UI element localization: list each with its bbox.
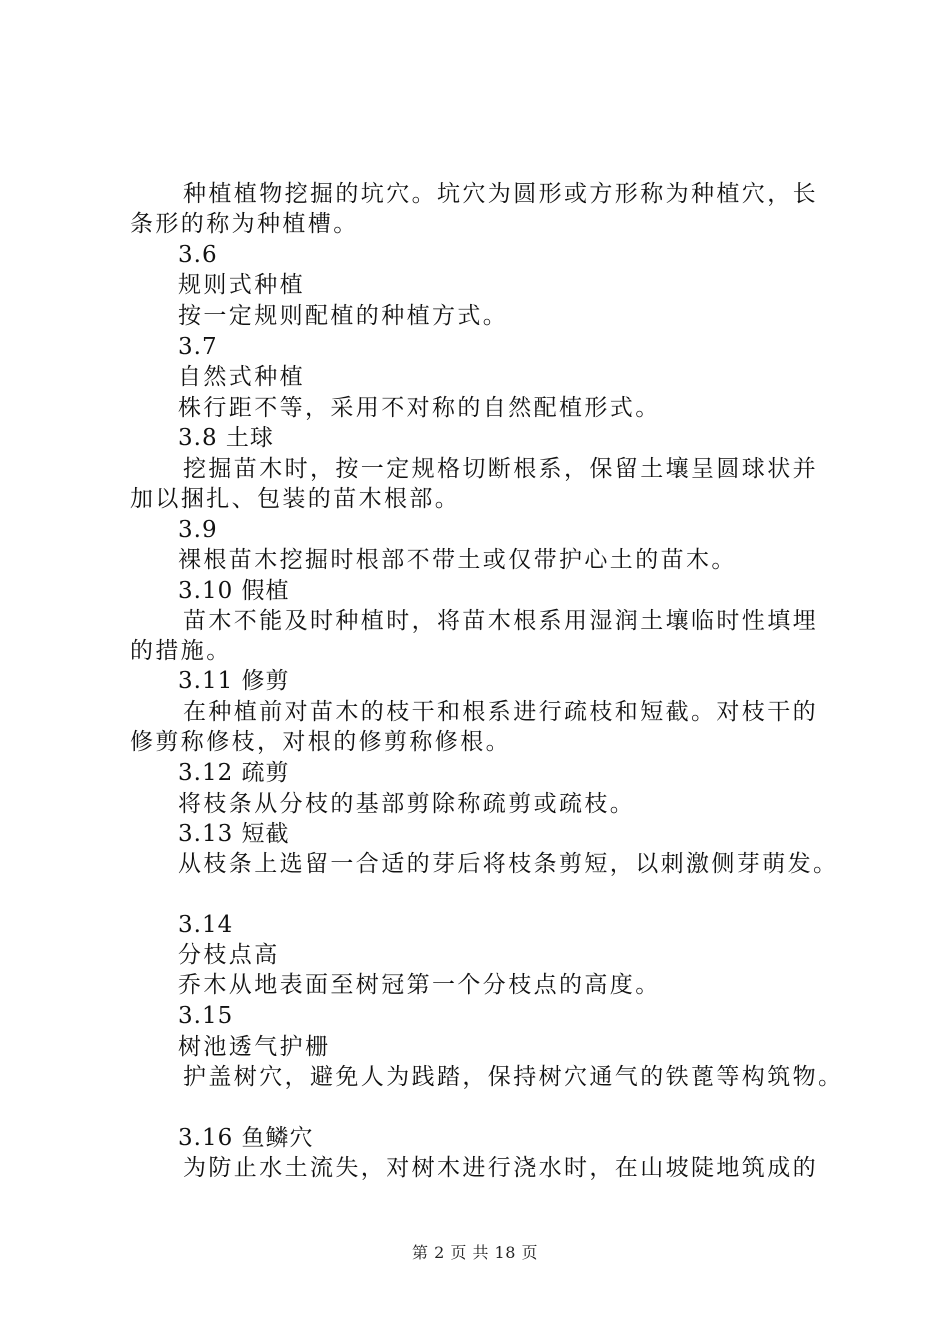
text-line: 裸根苗木挖掘时根部不带土或仅带护心土的苗木。: [178, 547, 737, 573]
section-number: 3.15: [178, 1003, 234, 1029]
text-line: 种植植物挖掘的坑穴。坑穴为圆形或方形称为种植穴，长: [183, 181, 818, 207]
section-heading: 3.12 疏剪: [178, 760, 290, 786]
text-line: 条形的称为种植槽。: [130, 211, 359, 237]
text-line: 乔木从地表面至树冠第一个分枝点的高度。: [178, 972, 661, 998]
text-line: 从枝条上选留一合适的芽后将枝条剪短，以刺激侧芽萌发。: [178, 851, 839, 877]
text-line: 苗木不能及时种植时，将苗木根系用湿润土壤临时性填埋: [183, 608, 818, 634]
term-heading: 自然式种植: [178, 364, 305, 390]
section-heading: 3.10 假植: [178, 578, 290, 604]
section-heading: 3.13 短截: [178, 821, 290, 847]
section-number: 3.9: [178, 517, 218, 543]
text-line: 按一定规则配植的种植方式。: [178, 303, 509, 329]
page-footer: 第 2 页 共 18 页: [412, 1243, 538, 1262]
text-line: 将枝条从分枝的基部剪除称疏剪或疏枝。: [178, 791, 636, 817]
section-number: 3.14: [178, 912, 234, 938]
section-number: 3.6: [178, 242, 218, 268]
text-line: 在种植前对苗木的枝干和根系进行疏枝和短截。对枝干的: [183, 699, 818, 725]
section-heading: 3.16 鱼鳞穴: [178, 1125, 314, 1151]
text-line: 加以捆扎、包装的苗木根部。: [130, 486, 461, 512]
text-line: 株行距不等，采用不对称的自然配植形式。: [178, 395, 661, 421]
text-line: 为防止水土流失，对树木进行浇水时，在山坡陡地筑成的: [183, 1155, 818, 1181]
text-line: 修剪称修枝，对根的修剪称修根。: [130, 729, 511, 755]
term-heading: 规则式种植: [178, 272, 305, 298]
term-heading: 分枝点高: [178, 942, 280, 968]
section-heading: 3.11 修剪: [178, 668, 290, 694]
section-heading: 3.8 土球: [178, 425, 274, 451]
text-line: 的措施。: [130, 638, 232, 664]
term-heading: 树池透气护栅: [178, 1034, 331, 1060]
text-line: 护盖树穴，避免人为践踏，保持树穴通气的铁蓖等构筑物。: [183, 1064, 844, 1090]
section-number: 3.7: [178, 334, 218, 360]
text-line: 挖掘苗木时，按一定规格切断根系，保留土壤呈圆球状并: [183, 456, 818, 482]
